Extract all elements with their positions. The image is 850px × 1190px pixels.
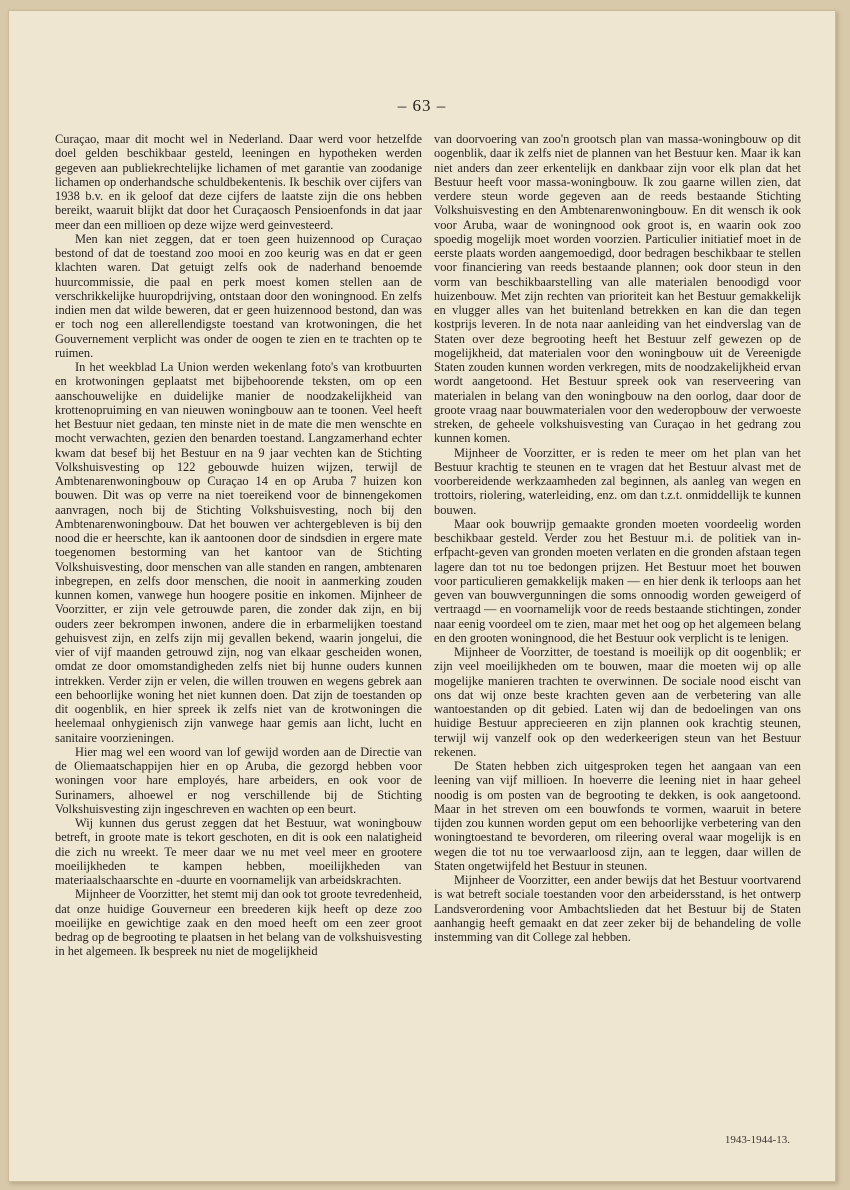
paragraph: Mijnheer de Voorzitter, er is reden te meer om het plan van het Bestuur krachtig te steunen en te vragen dat het Bestuur alvast met de voorbereidende werkzaamheden zal beginnen, als aanleg van wegen en trottoirs, riolering, waterleiding, enz. om dan t.z.t. onmiddellijk te kunnen bouwen. bbox=[434, 445, 801, 517]
page-number: – 63 – bbox=[397, 96, 447, 115]
paragraph: Mijnheer de Voorzitter, een ander bewijs dat het Bestuur voortvarend is wat betreft sociale toestanden voor den arbeidersstand, is het ontwerp Landsverordening voor Ambachtslieden dat het Bestuur bij de Staten aanhangig heeft gemaakt en dat zeer zeker bij de behandeling de volle instemming van dit College zal hebben. bbox=[434, 873, 801, 944]
paragraph: Wij kunnen dus gerust zeggen dat het Bestuur, wat woningbouw betreft, in groote mate is tekort geschoten, en dit is ook een nalatigheid die zich nu wreekt. Te meer daar we nu met veel meer en grootere moeilijkheden te kampen hebben, moeilijkheden van materiaalschaarschte en -duurte en voornamelijk van arbeidskrachten. bbox=[55, 816, 422, 887]
paragraph: Maar ook bouwrijp gemaakte gronden moeten voordeelig worden beschikbaar gesteld. Verder zou het Bestuur m.i. de politiek van in-erfpacht-geven van gronden moeten verlaten en die gronden afstaan tegen lagere dan tot nu toe bedongen prijzen. Het Bestuur moet het bouwen voor particulieren gemakkelijk maken — en hier denk ik terloops aan het geven van bouwvergunningen die soms onnoodig worden geweigerd of vertraagd — en voornamelijk voor de reeds bestaande stichtingen, zonder naar eenig voordeel om te zien, maar met het oog op het algemeen belang en den grooten woningnood, die het Bestuur ook verplicht is te lenigen. bbox=[434, 516, 801, 645]
paragraph: van doorvoering van zoo'n grootsch plan van massa-woningbouw op dit oogenblik, daar ik zelfs niet de plannen van het Bestuur ken. Maar ik kan niet anders dan zeer erkentelijk en dankbaar zijn voor elk plan dat het Bestuur heeft voor massa-woningbouw. Ik zou gaarne willen zien, dat verdere steun worde gegeven aan de reeds bestaande Stichting Volkshuisvesting en den Ambtenarenwoningbouw. En dit wensch ik ook voor Aruba, waar de woningnood ook groot is, en waarin ook zoo spoedig mogelijk moet worden voorzien. Particulier initiatief moet in de eerste plaats worden aangemoedigd, door bedragen beschikbaar te stellen voor financiering van reeds bestaande plannen; ook door steun in den vorm van beschikbaarstelling van alle materialen benoodigd voor huizenbouw. Met zijn rechten van prioriteit kan het Bestuur gemakkelijk en vlugger alles van het buitenland betrekken en kan die dan tegen kostprijs leveren. In de nota naar aanleiding van het eindverslag van de Staten over deze begrooting heeft het Bestuur zelf gewezen op de mogelijkheid, dat materialen voor den woningbouw uit de Vereenigde Staten zouden kunnen worden verkregen, mits de noodzakelijkheid ervan wordt aangetoond. Het Bestuur spreek ook van reserveering van materialen in belang van den woningbouw na den oorlog, daar door de groote vraag naar bouwmaterialen voor den wederopbouw der verwoeste streken, de geheele volkshuisvesting van Curaçao in het gedrang zou kunnen komen. bbox=[434, 132, 801, 446]
paragraph: Mijnheer de Voorzitter, de toestand is moeilijk op dit oogenblik; er zijn veel moeilijkheden om te bouwen, maar die moeten wij op alle mogelijke manieren trachten te overwinnen. De sociale nood eischt van ons dat wij onze beste krachten geven aan de verbetering van alle wantoestanden op dit gebied. Laten wij dan de bedoelingen van ons huidige Bestuur apprecieeren en zijn plannen ook krachtig steunen, terwijl wij vanzelf ook op den wederkeerigen steun van het Bestuur rekenen. bbox=[434, 645, 801, 759]
left-column bbox=[55, 132, 422, 1132]
paragraph: Mijnheer de Voorzitter, het stemt mij dan ook tot groote tevredenheid, dat onze huidige Gouverneur een breederen kijk heeft op deze zoo moeilijke en gewichtige zaak en den moed heeft om een zeer groot bedrag op de begrooting te plaatsen in het belang van de volkshuisvesting in het algemeen. Ik bespreek nu niet de mogelijkheid bbox=[55, 887, 422, 959]
right-column bbox=[434, 132, 801, 1132]
paragraph: Hier mag wel een woord van lof gewijd worden aan de Directie van de Oliemaatschappijen hier en op Aruba, die gezorgd hebben voor woningen voor hare employés, hare arbeiders, en ook voor de Surinamers, alhoewel er nog verschillende bij de Stichting Volkshuisvesting zijn ingeschreven en wachten op een beurt. bbox=[55, 744, 422, 816]
paragraph: In het weekblad La Union werden wekenlang foto's van krotbuurten en krotwoningen geplaatst met bijbehoorende teksten, om op een aanschouwelijke en duidelijke manier de noodzakelijkheid van krottenopruiming en van nieuwen woningbouw aan te toonen. Veel heeft het Bestuur niet gedaan, ten minste niet in de mate die men wenschte en mocht verwachten, gezien den benarden toestand. Langzamerhand echter kwam dat besef bij het Bestuur en na 9 jaar vechten kan de Stichting Volkshuisvesting op 122 gebouwde huizen wijzen, terwijl de Ambtenarenwoningbouw op Curaçao 14 en op Aruba 7 huizen kon bouwen. Dit was op verre na niet toereikend voor de binnengekomen aanvragen, noch bij de Stichting Volkshuisvesting, noch bij den Ambtenarenwoningbouw. Dat het bouwen ver achtergebleven is bij den nood die er heerschte, kan ik aantoonen door de sindsdien in ergere mate toegenomen bestorming van het kantoor van de Stichting Volkshuisvesting, door menschen van alle standen en rangen, ambtenaren inbegrepen, en zelfs door menschen, die nooit in aanmerking zouden kunnen komen, vanwege hun hoogere positie en inkomen. Mijnheer de Voorzitter, er zijn vele getrouwde paren, die zonder dak zijn, en bij ouders zeer bekrompen inwonen, andere die in erbarmelijken toestand gehuisvest zijn, en zelfs zijn mij gevallen bekend, waarin jongelui, die vier of vijf maanden getrouwd zijn, nog van elkaar gescheiden wonen, omdat ze door omomstandigheden zelfs niet bij hunne ouders kunnen intrekken. Verder zijn er velen, die willen trouwen en wegens gebrek aan een behoorlijke woning het niet kunnen doen. Dat zijn de toestanden op dit oogenblik, en hier spreek ik zelfs niet van de krotwoningen die heelemaal onhygienisch zijn vanwege haar gemis aan licht, lucht en sanitaire voorzieningen. bbox=[55, 360, 422, 745]
paragraph: Curaçao, maar dit mocht wel in Nederland. Daar werd voor hetzelfde doel gelden beschikbaar gesteld, leeningen en hypotheken werden gegeven aan publiekrechtelijke lichamen of met garantie van zoodanige lichamen op onderhandsche schuldbekentenis. Ik beschik over cijfers van 1938 b.v. en ik geloof dat deze cijfers de laatste zijn die ons hebben bereikt, waaruit blijkt dat door het Curaçaosch Pensioenfonds in dat jaar meer dan een millioen op deze wijze werd geinvesteerd. bbox=[55, 132, 422, 232]
document-page bbox=[8, 10, 836, 1182]
text-columns bbox=[55, 132, 801, 1132]
document-code: 1943-1944-13. bbox=[724, 1134, 790, 1146]
paragraph: De Staten hebben zich uitgesproken tegen het aangaan van een leening van vijf millioen. In hoeverre die leening niet in haar geheel noodig is om posten van de begrooting te dekken, is ook aangetoond. Maar in het streven om een bouwfonds te vormen, waaruit in betere tijden zou kunnen worden geput om een behoorlijke verbetering van den woningtoestand te bevorderen, om rileering overal waar mogelijk is en wegen die tot nu toe verwaarloosd zijn, aan te leggen, daar willen de Staten ongetwijfeld het Bestuur in steunen. bbox=[434, 759, 801, 873]
paragraph: Men kan niet zeggen, dat er toen geen huizennood op Curaçao bestond of dat de toestand zoo mooi en zoo keurig was en dat er geen klachten waren. Dat getuigt zelfs ook de naderhand benoemde huurcommissie, die paal en perk moest komen stellen aan de verschrikkelijke huuropdrijving, ontstaan door den woningnood. En zelfs indien men dat wilde beweren, dat er geen huizennood bestond, dan was er toch nog een allerellendigste toestand van krotwoningen, die het Gouvernement verplicht was onder de oogen te zien en te trachten op te ruimen. bbox=[55, 231, 422, 360]
